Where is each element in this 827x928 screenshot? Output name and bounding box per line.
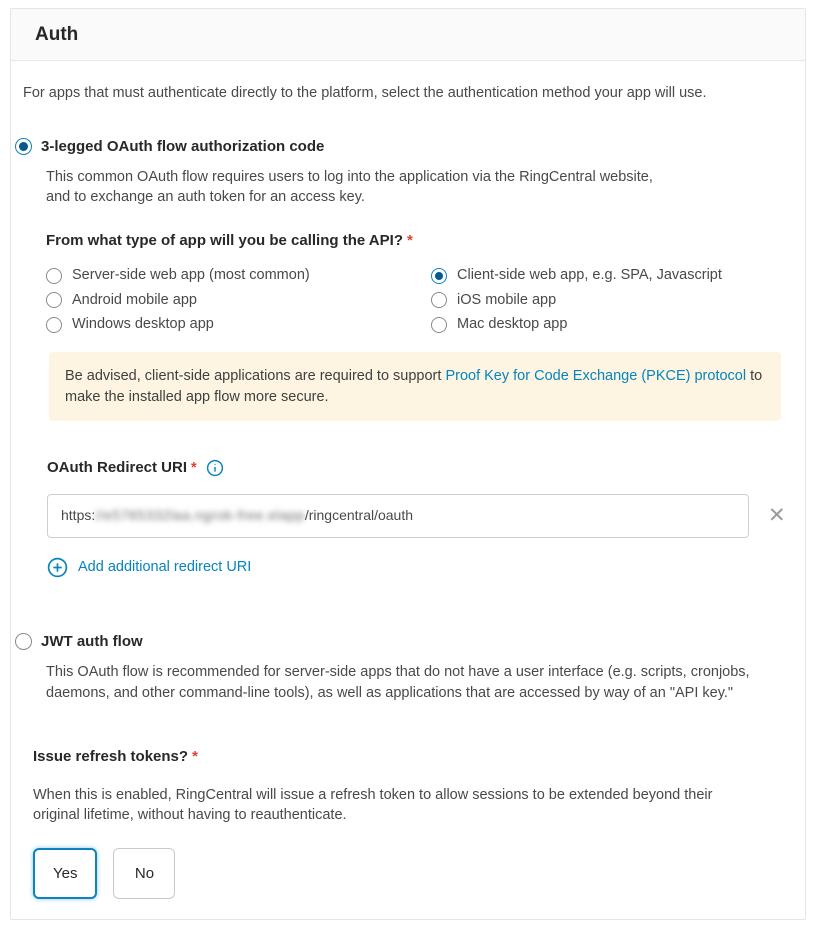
- pkce-notice-banner: Be advised, client-side applications are required to support Proof Key for Code Exchange (PKCE) protocol to make the installed app flow more secure.: [49, 352, 781, 421]
- radio-button-icon[interactable]: [431, 292, 447, 308]
- app-type-question: From what type of app will you be calling the API? *: [46, 232, 413, 250]
- refresh-tokens-toggle: [33, 848, 791, 899]
- method-3-legged-section: [23, 136, 791, 585]
- info-circle-icon[interactable]: [206, 459, 224, 477]
- auth-settings-card: [10, 8, 806, 920]
- app-type-option[interactable]: [431, 289, 791, 312]
- refresh-tokens-description: When this is enabled, RingCentral will issue a refresh token to allow sessions to be extended beyond their original lifetime, without having to reauthenticate.: [33, 786, 713, 824]
- radio-button-icon[interactable]: [431, 268, 447, 284]
- app-type-option[interactable]: [46, 264, 431, 287]
- app-type-option[interactable]: [46, 289, 431, 312]
- app-type-option-label: Server-side web app (most common): [72, 267, 310, 284]
- redirect-uri-input[interactable]: [47, 494, 749, 538]
- method-3-legged-radio-row[interactable]: [15, 136, 791, 157]
- refresh-tokens-section: [23, 746, 791, 899]
- plus-circle-icon: [47, 557, 68, 578]
- add-redirect-uri-label: Add additional redirect URI: [78, 558, 252, 575]
- method-jwt-section: [23, 631, 791, 703]
- app-type-options-grid: [46, 264, 791, 336]
- clear-uri-icon[interactable]: ✕: [768, 504, 786, 528]
- radio-button-icon[interactable]: [15, 138, 32, 155]
- app-type-option[interactable]: [431, 264, 791, 287]
- no-button[interactable]: No: [113, 848, 175, 899]
- intro-text: For apps that must authenticate directly to the platform, select the authentication method your app will use.: [23, 85, 707, 101]
- radio-button-icon[interactable]: [46, 268, 62, 284]
- radio-button-icon[interactable]: [15, 633, 32, 650]
- app-type-option-label: Windows desktop app: [72, 316, 214, 333]
- redirect-uri-label: OAuth Redirect URI: [47, 459, 188, 477]
- app-type-option-label: Client-side web app, e.g. SPA, Javascript: [457, 267, 722, 284]
- add-redirect-uri-link[interactable]: [47, 557, 251, 578]
- required-marker: *: [406, 232, 413, 250]
- uri-suffix: /ringcentral/oauth: [304, 506, 414, 523]
- yes-button[interactable]: Yes: [33, 848, 97, 899]
- refresh-tokens-question: Issue refresh tokens? *: [33, 747, 198, 765]
- uri-prefix: https:: [61, 506, 96, 523]
- redirect-uri-section: [47, 457, 791, 584]
- app-type-option-label: Mac desktop app: [457, 316, 568, 333]
- radio-button-icon[interactable]: [46, 292, 62, 308]
- required-marker: *: [191, 459, 197, 476]
- method-jwt-label: JWT auth flow: [41, 633, 143, 651]
- required-marker: *: [192, 747, 198, 765]
- pkce-protocol-link[interactable]: Proof Key for Code Exchange (PKCE) protocol: [445, 368, 747, 385]
- app-type-option-label: iOS mobile app: [457, 291, 557, 308]
- method-3-legged-description: This common OAuth flow requires users to log into the application via the RingCentral website, and to exchange an auth token for an access key.: [46, 168, 653, 206]
- method-3-legged-label: 3-legged OAuth flow authorization code: [41, 137, 325, 155]
- app-type-option[interactable]: [46, 313, 431, 336]
- method-jwt-radio-row[interactable]: [15, 631, 791, 652]
- radio-button-icon[interactable]: [431, 317, 447, 333]
- app-type-option[interactable]: [431, 313, 791, 336]
- auth-settings-body: [11, 61, 805, 919]
- radio-button-icon[interactable]: [46, 317, 62, 333]
- page-title: Auth: [11, 9, 805, 61]
- method-jwt-description: This OAuth flow is recommended for server-side apps that do not have a user interface (e.g. scripts, cronjobs, daemons, and other command-line tools), as well as applications that are accessed by way of an "API key.": [46, 664, 750, 701]
- uri-redacted-segment: //e5765332laa.ngrok-free.elapp: [95, 506, 305, 523]
- app-type-option-label: Android mobile app: [72, 291, 197, 308]
